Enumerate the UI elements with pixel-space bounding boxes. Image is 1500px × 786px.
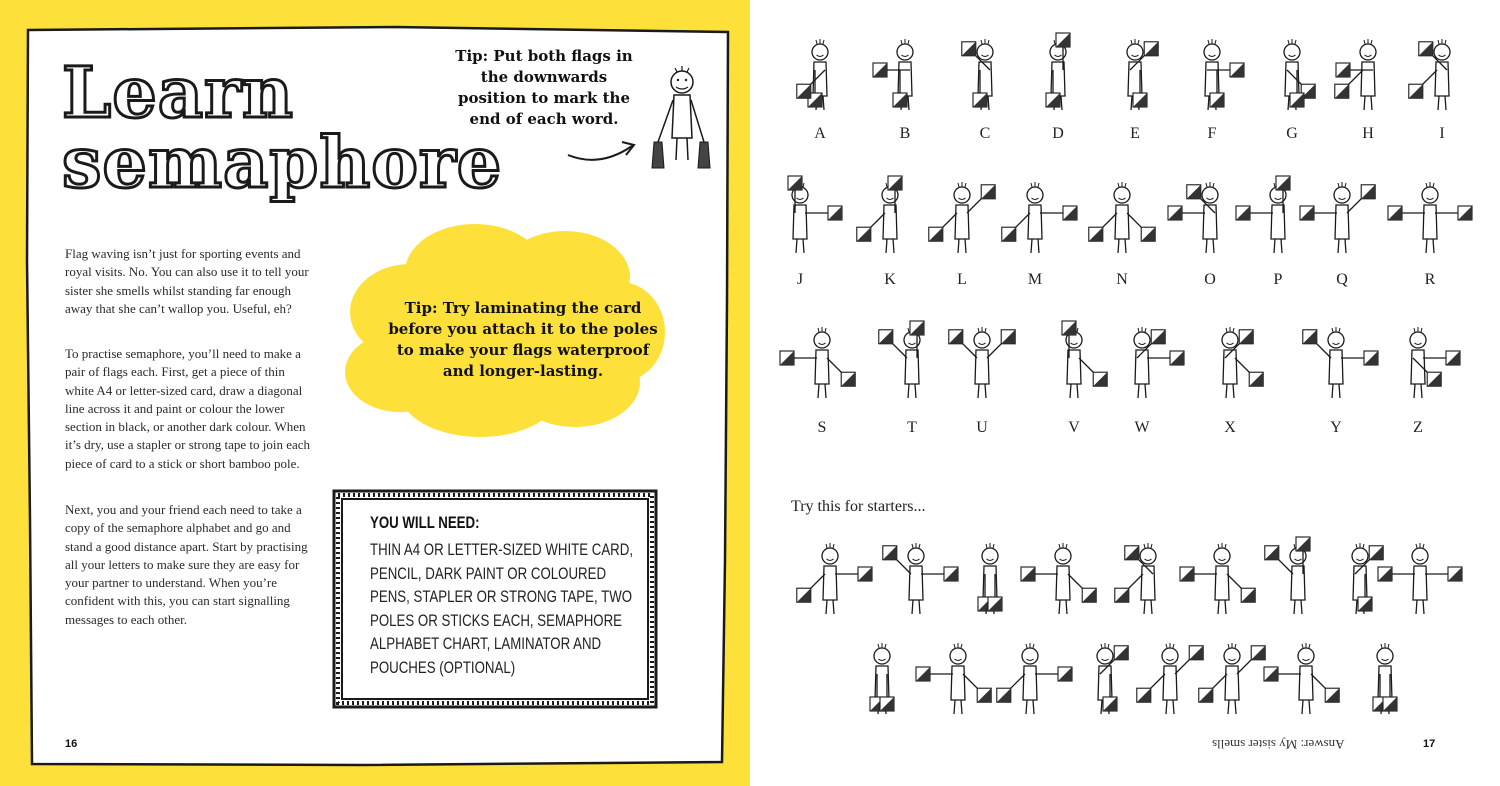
semaphore-figure-e [1127, 39, 1158, 110]
letter-label-u: U [976, 419, 988, 436]
letter-label-w: W [1134, 419, 1150, 436]
semaphore-figure-f [1204, 39, 1244, 110]
semaphore-figure-z [1410, 327, 1460, 398]
answer-upside-down: Answer: My sister smells [1212, 737, 1345, 752]
semaphore-figure-v [1062, 321, 1107, 398]
letter-label-s: S [817, 419, 827, 436]
semaphore-figure-l [929, 182, 995, 253]
message-figure-row2-2 [916, 643, 991, 714]
practice-paragraph: Next, you and your friend each need to take a copy of the semaphore alphabet and go and stand a good distance apart. Start by practising all your letters to make sure they are easy for your partner to understand. When you’re confident with this, you can start signalling messages to each other. [65, 502, 308, 627]
semaphore-figure-g [1284, 39, 1315, 110]
letter-label-r: R [1424, 271, 1436, 288]
message-figure-row1-5 [1115, 543, 1156, 614]
semaphore-figure-t [879, 321, 924, 398]
message-figure-row2-1 [870, 643, 894, 714]
intro-paragraph: Flag waving isn’t just for sporting events and royal visits. No. You can also use it to tell your sister she smells whilst standing far enough away that she can’t wallop you. Useful, eh? [65, 246, 309, 316]
letter-label-y: Y [1330, 419, 1342, 436]
you-will-need-list: THIN A4 OR LETTER-SIZED WHITE CARD, PENCIL, DARK PAINT OR COLOURED PENS, STAPLER OR STRONG TAPE, TWO POLES OR STICKS EACH, SEMAPHORE ALPHABET CHART, LAMINATOR AND POUCHES (OPTIONAL) [370, 540, 634, 677]
semaphore-figure-w [1134, 327, 1184, 398]
page-number-right: 17 [1423, 738, 1436, 750]
semaphore-figure-x [1222, 327, 1263, 398]
starters-label: Try this for starters... [791, 498, 926, 515]
letter-label-k: K [884, 271, 896, 288]
letter-label-z: Z [1413, 419, 1423, 436]
message-figure-row2-4 [1097, 643, 1128, 714]
semaphore-figure-p [1236, 176, 1290, 253]
letter-label-n: N [1116, 271, 1128, 288]
letter-label-o: O [1204, 271, 1216, 288]
letter-label-x: X [1224, 419, 1236, 436]
page-title-line-1: Learn [62, 51, 294, 134]
semaphore-figure-n [1089, 182, 1155, 253]
instructions-paragraph: To practise semaphore, you’ll need to make a pair of flags each. First, get a piece of thin white A4 or letter-sized card, draw a diagonal line across it and paint or colour the lower section in black, or another dark colour. When it’s dry, use a stapler or strong tape to join each piece of card to a stick or short bamboo pole. [65, 346, 311, 471]
semaphore-figure-q [1300, 182, 1375, 253]
message-figure-row2-3 [997, 643, 1072, 714]
letter-label-q: Q [1336, 271, 1348, 288]
letter-label-d: D [1052, 125, 1064, 142]
letter-label-p: P [1273, 271, 1283, 288]
semaphore-figure-c [962, 39, 993, 110]
message-figure-row1-2 [883, 543, 958, 614]
semaphore-figure-m [1002, 182, 1077, 253]
message-figure-row2-7 [1264, 643, 1339, 714]
semaphore-figure-j [788, 176, 842, 253]
semaphore-figure-u [949, 327, 1015, 398]
you-will-need-heading: YOU WILL NEED: [370, 513, 480, 532]
semaphore-figure-a [797, 39, 828, 110]
letter-label-b: B [899, 125, 911, 142]
letter-label-c: C [979, 125, 991, 142]
message-figure-row2-6 [1199, 643, 1265, 714]
semaphore-figure-k [857, 176, 902, 253]
letter-label-v: V [1068, 419, 1080, 436]
message-figure-row1-3 [978, 543, 1002, 614]
letter-label-f: F [1207, 125, 1217, 142]
semaphore-figure-r [1388, 182, 1472, 253]
tip-end-of-word: Tip: Put both flags in the downwards position to mark the end of each word. [455, 47, 633, 128]
letter-label-j: J [796, 271, 804, 288]
semaphore-figure-h [1335, 39, 1376, 110]
message-figure-row1-9 [1378, 543, 1462, 614]
message-figure-row2-5 [1137, 643, 1203, 714]
letter-label-l: L [957, 271, 967, 288]
message-figure-row1-4 [1021, 543, 1096, 614]
tip-laminate: Tip: Try laminating the card before you attach it to the poles to make your flags waterproof and longer-lasting. [388, 299, 658, 380]
semaphore-figure-y [1303, 327, 1378, 398]
page-title-line-2: semaphore [62, 121, 503, 204]
letter-label-a: A [814, 125, 826, 142]
letter-label-i: I [1439, 125, 1445, 142]
message-figure-row1-1 [797, 543, 872, 614]
semaphore-figure-d [1046, 33, 1070, 110]
semaphore-figure-b [873, 39, 913, 110]
message-figure-row2-8 [1373, 643, 1397, 714]
letter-label-m: M [1027, 271, 1043, 288]
message-figure-row1-6 [1180, 543, 1255, 614]
letter-label-t: T [907, 419, 917, 436]
semaphore-figure-s [780, 327, 855, 398]
letter-label-h: H [1362, 125, 1374, 142]
letter-label-e: E [1130, 125, 1140, 142]
message-figure-row1-7 [1265, 537, 1310, 614]
letter-label-g: G [1286, 125, 1298, 142]
semaphore-figure-o [1168, 182, 1218, 253]
semaphore-figure-i [1409, 39, 1450, 110]
page-number-left: 16 [65, 738, 78, 750]
